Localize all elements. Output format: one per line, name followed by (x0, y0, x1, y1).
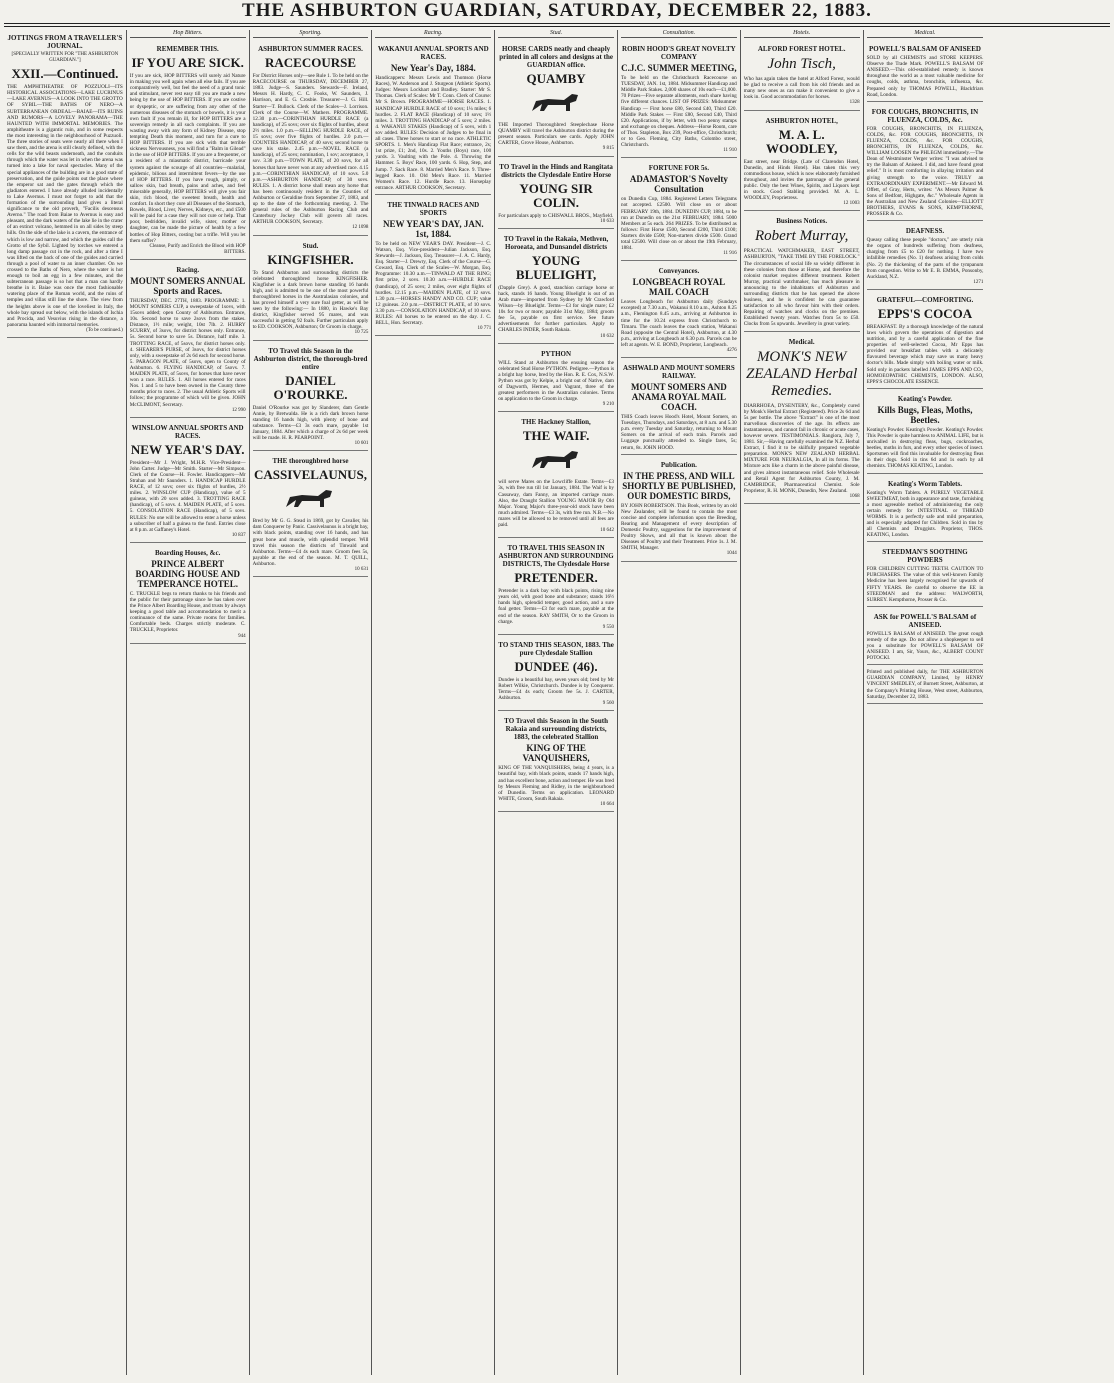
advertisement (867, 544, 984, 607)
advertisement (744, 213, 860, 331)
ad-title: ADAMASTOR'S Novelty Consultation (629, 174, 728, 195)
ad-title: KING OF THE VANQUISHERS, (522, 743, 590, 764)
column-header: Stud. (498, 30, 614, 38)
advertisement (498, 414, 614, 538)
ad-body: Keating's Powder. Keating's Powder. Keating's Powder. This Powder is quite harmless to ANIMAL LIFE, but is unrivalled in destroying fleas, bugs, cockroaches, beetles, moths in furs, and every other species of insect. Sportsmen will find this invaluable for destroying fleas in their dogs. Sold in tins 6d and 1s each by all chemists. THOMAS KEATING, London. (866, 426, 984, 470)
ad-body: THIS Coach leaves Hood's Hotel, Mount Somers, on Tuesdays, Thursdays, and Saturdays, at 8 a.m. and 5.30 p.m. every Tuesday and Saturday, returning to Mount Somers on the arrival of each train. Parcels and Luggage punctually attended to. Single fares, 5s; return, 8s. JOHN HOOD. (620, 414, 737, 451)
advertisement (498, 713, 614, 812)
ad-title: John Tisch, (767, 56, 836, 73)
advertisement (621, 263, 737, 358)
ad-title: KINGFISHER. (267, 251, 354, 267)
advertisement (744, 113, 860, 212)
ad-body: Keating's Worm Tablets. A PURELY VEGETABLE SWEETMEAT, both in appearance and taste, furnishing a most agreeable method of administering the only certain remedy for INTESTINAL or THREAD WORMS. It is a perfectly safe and mild preparation, and is especially adapted for Children. Sold in tins by all Chemists and Druggists. Proprietor, THOS. KEATING, London. (866, 489, 984, 539)
ad-body: Bred by Mr G. G. Stead in 1869, got by Cavalier, his dam Conquerer by Panic. Cassivelaunus is a bright bay, with black points, standing over 16 hands, and has great bone and muscle, with splendid temper. Will travel this season the districts of Tinwald and Ashburton. Terms—£4 4s each mare. Groom fees 5s, payable at the end of the season. M. T. QUILL, Ashburton. (252, 518, 369, 567)
ad-reference: 12 990 (231, 407, 246, 413)
column-2 (127, 30, 250, 1375)
ad-reference: 9 210 (602, 402, 614, 408)
ad-headline: ALFORD FOREST HOTEL. (757, 45, 846, 54)
ad-title: MOUNT SOMERS ANNUAL Sports and Races. (130, 275, 246, 296)
ad-headline: PYTHON (541, 349, 572, 358)
masthead-rule (4, 23, 1110, 24)
ad-body: Who has again taken the hotel at Alford Forest, would be glad to receive a call from his old friends and as many new ones as can make it convenient to give a look in. Good accommodation for horses. (743, 76, 860, 101)
column-4 (372, 30, 495, 1375)
advertisement (498, 41, 614, 156)
advertisement (130, 262, 246, 418)
ad-body: Printed and published daily, for THE ASHBURTON GUARDIAN COMPANY, Limited, by HENRY VINCENT SMEDLEY, of Burnett Street, Ashburton, at the Company's Printing House, West street, Ashburton, Saturday, December 22, 1883. (866, 669, 984, 700)
ad-title: XXII.—Continued. (11, 66, 119, 82)
ad-body: DIARRHOEA, DYSENTERY, &c., Completely cured by Monk's Herbal Extract (Registered). Price 2s 6d and 5s per bottle. The above "Extract" is one of the most marvellous discoveries of the age. Its effects are instantaneous, and cannot fail in chronic or acute cases, however severe. TESTIMONIALS. Rangiora, July 7, 1881. Sir,—Having carefully examined the N.Z. Herbal Extract, I find it to be skilfully prepared vegetable preparation. MONK'S NEW ZEALAND HERBAL MIXTURE FOR NEURALGIA, In all its forms. The Mixture acts like a charm in the above painful disease, and gives almost instantaneous relief. Sole Wholesale and Retail Agent for Ashburton County, J. M. CAMBRIDGE, Pharmaceutical Chemist. Sole Proprietor, R. H. MONK, Dunedin, New Zealand. (743, 402, 860, 494)
ad-title: MONK'S NEW ZEALAND Herbal Remedies. (746, 348, 858, 399)
advertisement (130, 545, 246, 644)
ad-body: PRACTICAL WATCHMAKER, EAST STREET, ASHBURTON, "TAKE TIME BY THE FORELOCK." The circumstances of social life so widely different in these colonies from those at Home, and therefore the colonist market requires different treatment. Robert Murray, practical watchmaker, has much pleasure in announcing to the inhabitants of Ashburton and surrounding districts that he has opened the above business, and he is confident he can guarantee satisfaction to all who favour him with their orders. Repairing of watches and clocks on the premises. Established twenty years. Watches from 5s to £50. Clocks from 5s upwards. Jewellery in great variety. (743, 248, 860, 328)
ad-headline: Keating's Powder. (897, 394, 953, 403)
ad-title: YOUNG SIR COLIN. (519, 180, 593, 210)
ad-headline: Racing. (176, 265, 200, 274)
ad-headline: TO TRAVEL THIS SEASON IN ASHBURTON AND SURROUNDING DISTRICTS, The Clydesdale Horse (498, 544, 614, 569)
ad-headline: ASHWALD AND MOUNT SOMERS RAILWAY. (623, 364, 735, 381)
ad-body: WILL Stand at Ashburton the ensuing season the celebrated Stud Horse PYTHON. Pedigree.—Python is a bright bay horse, bred by the Hon. R. E. Cox, N.S.W. Python was got by Kelpie, a bright out of Native, dam of Dagworth, Hermes, and Vagrant, three of the greatest performers in the Australian colonies. Terms on application to the Groom in charge. (498, 359, 614, 403)
ad-title: RACECOURSE (264, 55, 356, 71)
ad-headline: Keating's Worm Tablets. (887, 479, 962, 488)
column-3 (250, 30, 373, 1375)
advertisement (130, 41, 246, 260)
ad-reference: 11 910 (723, 148, 737, 154)
ad-reference: 944 (238, 633, 246, 639)
ad-subheadline: [SPECIALLY WRITTEN FOR "THE ASHBURTON GUARDIAN."] (11, 52, 119, 64)
ad-title: New Year's Day, 1884. (390, 63, 476, 74)
advertisement (621, 457, 737, 562)
newspaper-columns (4, 30, 1110, 1375)
ad-headline: TO Travel in the Hinds and Rangitata districts the Clydesdale Entire Horse (499, 162, 613, 179)
ad-headline: Stud. (302, 241, 319, 250)
ad-body: To be held on the Christchurch Racecourse on TUESDAY, JAN. 1st, 1884. Midsummer Handicap and Middle Park Stakes. 2,000 shares of 10s each—£1,000. 70 Prizes—Five separate allotments, each share having five different chances. LIST OF PRIZES: Midsummer Handicap — First horse £80, Second £40, Third £20. Middle Park Stakes — First £80, Second £40, Third £20. Applications, if by letter, with two penny stamps and exchange on cheques. Address—Horse Room, care of Thos. Stapleton, Box 239, Post-office, Christchurch; or to Geo. Fleming, City Baths, Colombo street, Christchurch. (620, 75, 737, 149)
ad-reference: 10 725 (354, 330, 369, 336)
advertisement (621, 41, 737, 158)
ad-body: President—Mr J. Wright, M.H.R. Vice-President—John Carter. Judge—Mr Smith. Starter—Mr Simpson. Clerk of the Course—H. Fowler. Handicappers—Mr Strahan and Mr Saunders. 1. HANDICAP HURDLE RACE, of 12 sovs; over six flights of hurdles, 2½ miles. 2. WINSLOW CUP (Handicap), value of 5 guineas, with 20 sovs added. 3. TROTTING RACE (handicap), of 5 sovs. 4. MAIDEN PLATE, of 5 sovs. 5. CONSOLATION RACE (Handicap), of 5 sovs. RULES: No one will be allowed to enter a horse unless a subscriber of half a guinea to the fund. Entries close at 8 p.m. at Gaffaney's Hotel. (129, 459, 246, 533)
ad-body: Handicappers: Messrs Lewis and Thomson (Horse Races), W. Anderson and J. Sturgeon (Athletic Sports). Judges: Messrs Lockhart and Bradley. Starter: Mr S. Thomas. Clerk of Scales: Mr T. Conn. Clerk of Course: Mr S. Brown. PROGRAMME—HORSE RACES. 1. HANDICAP HURDLE RACE of 10 sovs; 1¼ miles; 6 hurdles. 2. FLAT RACE (Handicap) of 10 sovs; 1½ miles. 3. TROTTING HANDICAP of 5 sovs; 2 miles. 4. WAKANUI STAKES (Handicap) of 5 sovs, with 1 sov added. RULES: Decision of Judges to be final in all cases. Three horses to start or no race. ATHLETIC SPORTS. 1. Men's Handicap Flat Race; entrance, 2s; 1st prize, £1; 2nd, 10s. 2. Youths (Boys) race, 100 yards. 3. Vaulting with the Pole. 4. Throwing the Hammer. 5. Boys' Race, 100 yards. 6. Hop, Step, and Jump. 7. Sack Race. 8. Married Men's Race. 9. Three-legged Race. 10. Old Men's Race. 11. Married Women's Race. 12. Hurdle Race. 13. Horseplay entrance. ARTHUR COOKSON, Secretary. (375, 75, 492, 191)
ad-body: FOR COUGHS, BRONCHITIS, IN FLUENZA, COLDS, &c. FOR COUGHS, BRONCHITIS, IN FLUENZA, COLDS, &c. FOR COUGHS, BRONCHITIS, IN FLUENZA, COLDS, &c. WILLIAM LOOSEN the PHLEGM immediately.—The Dean of Westminster Verger writes: "I was advised to try the Balsam of Aniseed. I did, and have found great relief." It is most comforting in allaying irritation and giving strength to the voice. TRULY an EXTRAORDINARY EXPERIMENT.—Mr Edward M. Offett, of Gray, Herts, writes: "As Messrs Palmer & Sons of Bedfont, Highgate, &c." Wholesale Agents in the Australian and New Zealand Colonies—ELLIOTT BROTHERS, EVANS & SONS, KEMPTHORNE, PROSSER & Co. (866, 125, 984, 218)
horse-illustration-icon (280, 485, 340, 515)
ad-title: QUAMBY (526, 71, 586, 87)
ad-headline: ASK for POWELL'S BALSAM of ANISEED. (873, 612, 977, 629)
ad-reference: 12 1098 (352, 225, 369, 231)
advertisement (498, 637, 614, 711)
ad-body: Pretender is a dark bay with black points, rising nine years old, with good bone and substance; stands 16½ hands high, splendid temper, good action, and a sure foal getter. Terms—£3 for each mare, payable at the end of the season. RAY SMITH, Or to the Groom in charge. (498, 588, 614, 625)
ad-title: C.J.C. SUMMER MEETING, (621, 63, 737, 74)
ad-headline: TO Travel in the Rakaia, Methven, Horoeata, and Dunsandel districts (503, 234, 609, 251)
ad-reference: 9 550 (602, 624, 614, 630)
advertisement (253, 343, 369, 452)
ad-title: NEW YEAR'S DAY, JAN. 1st, 1884. (382, 218, 484, 239)
masthead-rule-thin (4, 26, 1110, 27)
ad-title: EPPS'S COCOA (877, 305, 973, 321)
ad-title: NEW YEAR'S DAY. (130, 441, 245, 457)
ad-title: Robert Murray, (755, 228, 849, 245)
ad-reference: 10 642 (600, 528, 614, 534)
ad-title: PRETENDER. (514, 570, 598, 586)
ad-headline: TO STAND THIS SEASON, 1883. The pure Clydesdale Stallion (498, 640, 614, 657)
advertisement (867, 223, 984, 290)
advertisement (498, 540, 614, 635)
column-7 (741, 30, 864, 1375)
ad-reference: 10 664 (600, 801, 614, 807)
ad-body: To be held on NEW YEAR'S DAY. President—J. C. Watson, Esq. Vice-president—Julian Jackson, Esq. Stewards—J. Jackson, Esq. Treasurer—J. A. C. Hardy, Esq. Starter—J. Drewry, Esq. Clerk of the Course—G. Coward, Esq. Clerk of the Scales—W. Morgan, Esq. Programme: 10.30 a.m.—TINWALD AT THE RING; first prize, 2 sovs. 10.30 a.m.—HURDLE RACE (handicap), of 25 sovs; 2 miles, over eight flights of hurdles. 12.15 p.m.—MAIDEN PLATE, of 12 sovs. 1.30 p.m.—HORSES HANDY AND CO. CUP; value 12 guineas. 2.0 p.m.—DISTRICT PLATE, of 10 sovs. 3.30 p.m.—CONSOLATION HANDICAP, of 10 sovs. RULES: All horses to be entered on the day. J. C. BELL, Hon. Secretary. (375, 240, 492, 327)
ad-headline: Business Notices. (776, 217, 828, 226)
horse-illustration-icon (526, 446, 586, 476)
advertisement (498, 346, 614, 413)
advertisement (867, 476, 984, 543)
advertisement (744, 41, 860, 110)
ad-headline: DEAFNESS. (905, 227, 945, 236)
advertisement (867, 667, 984, 703)
ad-reference: 10 631 (354, 566, 369, 572)
ad-title: YOUNG BLUELIGHT, (515, 252, 597, 282)
ad-reference: (To be continued.) (86, 327, 123, 333)
ad-headline: THE Hackney Stallion, (521, 418, 591, 427)
advertisement (621, 360, 737, 455)
column-5 (495, 30, 618, 1375)
advertisement (867, 292, 984, 389)
ad-body: THE Imported Thoroughbred Steeplechase Horse QUAMBY will travel the Ashburton district during the present season. Particulars see cards. Apply JOHN CARTER, Grove House, Ashburton. (498, 122, 614, 147)
ad-headline: ROBIN HOOD'S GREAT NOVELTY COMPANY (622, 45, 736, 62)
ad-headline: TO Travel this Season in the South Rakaia and surrounding districts, 1883, the celebrated Stallion (504, 717, 609, 742)
column-header: Sporting. (253, 30, 369, 38)
ad-headline: ASHBURTON HOTEL, (765, 116, 838, 125)
ad-body: Daniel O'Rourke was got by Slanderer, dam Gentle Annie, by Bretwalda. He is a rich dark brown horse standing 16 hands high, with plenty of bone and substance. Terms—£3 3s each mare, payable 1st January, 1884. After which a charge of 2s 6d per week will be made. H. R. PEARPOINT. (252, 404, 369, 442)
ad-headline: FORTUNE FOR 5s. (648, 164, 709, 173)
column-header: Racing. (375, 30, 491, 38)
ad-body: C. TRUCKLE begs to return thanks to his friends and the public for their patronage since he has taken over the Prince Albert Boarding House, and trusts by always keeping a good table and accommodation to merit a continuance of the same. Private rooms for families. Comfortable beds. Charges strictly moderate. C. TRUCKLE, Proprietor. (129, 590, 246, 634)
advertisement (867, 391, 984, 474)
column-6 (618, 30, 741, 1375)
advertisement (375, 41, 491, 195)
ad-headline: TO Travel this Season in the Ashburton district, the thorough-bred entire (253, 346, 368, 371)
column-header: Hop Bitters. (130, 30, 246, 38)
ad-reference: 4276 (726, 348, 737, 353)
advertisement (7, 30, 123, 338)
ad-body: To Stand Ashburton and surrounding districts the celebrated thoroughbred horse KINGFISHER. Kingfisher is a dark brown horse standing 16 hands high, and is admitted to be one of the most powerful thoroughbred horses in the Australasian colonies, and has proved himself a very sure foal getter, as will be seen by the following:— In 1880, in Hawke's Bay district, Kingfisher served 95 mares, and was successful in getting 92 foals. Further particulars apply to ED. COOKSON, Ashburton; Or Groom in charge. (252, 269, 369, 331)
ad-reference: Cleanse, Purify and Enrich the Blood with HOP BITTERS. (149, 243, 246, 255)
advertisement (375, 197, 491, 336)
ad-headline: Boarding Houses, &c. (155, 548, 221, 557)
ad-title: IN THE PRESS, AND WILL SHORTLY BE PUBLISHED, OUR DOMESTIC BIRDS, (622, 470, 736, 501)
ad-reference: 11 916 (723, 251, 737, 257)
column-8 (864, 30, 987, 1375)
column-1 (4, 30, 127, 1375)
ad-title: DANIEL O'ROURKE. (273, 372, 348, 402)
advertisement (621, 160, 737, 261)
ad-reference: 1068 (849, 493, 860, 499)
ad-reference: 9 560 (602, 701, 614, 707)
ad-headline: HORSE CARDS neatly and cheaply printed in all colors and designs at the GUARDIAN office. (499, 45, 613, 70)
ad-headline: REMEMBER THIS. (156, 45, 219, 54)
ad-title: PRINCE ALBERT BOARDING HOUSE AND TEMPERANCE HOTEL. (135, 558, 240, 589)
ad-title: MOUNT SOMERS AND ANAMA ROYAL MAIL COACH. (630, 382, 727, 413)
ad-headline: POWELL'S BALSAM OF ANISEED (868, 45, 981, 54)
masthead: THE ASHBURTON GUARDIAN, SATURDAY, DECEMBER 22, 1883. (242, 0, 872, 21)
column-header: Consultation. (621, 30, 737, 38)
ad-reference: 1044 (726, 551, 737, 557)
ad-body: Dundee is a beautiful bay, seven years old; bred by Mr Robert Wilkie, Christchurch. Dundee is by Conqueror. Terms—£4 4s each; Groom fee 5s. J. CARTER, Ashburton. (498, 676, 614, 702)
ad-headline: ASHBURTON SUMMER RACES. (258, 45, 363, 54)
ad-reference: 10 633 (600, 218, 614, 224)
ad-body: KING OF THE VANQUISHERS, being 4 years, is a beautiful bay, with black points, stands 17 hands high, and has excellent bone, action and temper. He was bred by Messrs Fleming and Ridley, in the neighbourhood of Dunedin. Terms on application. LEONARD WHITE, Groom, South Rakaia. (498, 765, 614, 802)
ad-body: SOLD by all CHEMISTS and STORE KEEPERS. Observe the Trade Mark. POWELL'S BALSAM OF ANISEED.—This old-established remedy is known throughout the world as a most valuable medicine for coughs, colds, asthma, bronchitis, influenza, &c. Prepared only by THOMAS POWELL, Blackfriars Road, London. (866, 55, 984, 98)
ad-body: on Dunedin Cup, 1884. Registered Letters Telegrams not accepted. £2500. Will close on or about FEBRUARY 19th, 1884. DUNEDIN CUP, 1884, to be run at Dunedin on the 21st FEBRUARY, 1884. 5000 Members at 5s each. 264 PRIZES. To be distributed as follows: First Horse £500, Second £200, Third £100; Starters divide £500; Non-starters divide £500. Grand total £2500. Will close on or about the 19th February, 1884. (620, 196, 737, 252)
advertisement (253, 453, 369, 577)
advertisement (253, 41, 369, 235)
ad-headline: Conveyances. (658, 267, 700, 276)
ad-body: If you are sick, HOP BITTERS will surely aid Nature in making you well again when all else fails. If you are comparatively well, but feel the need of a grand tonic and stimulant, never rest easy till you are made a new being by the use of HOP BITTERS. If you are costive or dyspeptic, or are suffering from any other of the numerous diseases of the stomach or bowels, it is your own fault if you remain ill, for HOP BITTERS are a sovereign remedy in all such complaints. If you are wasting away with any form of Kidney Disease, stop tempting Death this moment, and turn for a cure to HOP BITTERS. If you are sick with that terrible sickness Nervousness, you will find a "Balm in Gilead" in the use of HOP BITTERS. If you are a frequenter, or a resident of a miasmatic district, barricade your system against the scourge of all countries—malarial, epidemic, bilious and intermittent fevers—by the use of HOP BITTERS. If you have rough, pimply, or sallow skin, bad breath, pains and aches, and feel miserable generally, HOP BITTERS will give you fair skin, rich blood, the sweetest breath, health and comfort. In short they cure all Diseases of the Stomach, Bowels, Blood, Liver, Nerves, Kidneys, etc., and £500 will be paid for a case they will not cure or help. That poor, bedridden, invalid wife, sister, mother or daughter, can be made the picture of health by a few bottles of Hop Bitters, costing but a trifle. Will you let them suffer? (129, 73, 246, 244)
ad-body: will serve Mares on the Lowcliffe Estate. Terms—£3 3s, with free run till 1st January, 1884. The Waif is by Cassaway, dam Fanny, an imported carriage mare. Also, the Draught Stallion YOUNG MAJOR By Old Major. Young Major's three-year-old stock have been much admired. Terms—£3 3s, with free run. N.B.—No mares will be allowed to be removed until all fees are paid. (498, 479, 614, 528)
ad-headline: STEEDMAN'S SOOTHING POWDERS (882, 548, 968, 565)
ad-reference: 10 771 (477, 326, 492, 332)
ad-headline: GRATEFUL—COMFORTING. (876, 295, 974, 304)
ad-headline: THE TINWALD RACES AND SPORTS (387, 200, 480, 217)
advertisement (867, 609, 984, 665)
ad-reference: 1328 (849, 100, 860, 106)
column-header: Medical. (867, 30, 984, 38)
ad-body: East street, near Bridge. (Late of Clarendon Hotel, Dunedin, and Hinds Hotel). Has taken this very commodious house, which is now elaborately furnished throughout, and invites the patronage of the general public. Only the best Wines, Spirits, and Liquors kept in stock. Good Stabling provided. M. A. L. WOODLEY, Proprietress. (743, 158, 860, 202)
ad-reference: 10 601 (354, 441, 369, 447)
ad-headline: THE thoroughbred horse (272, 457, 349, 466)
ad-body: Queasy calling these people "doctors," are utterly ruin the organs of hundreds suffering from deafness, charging from £5 to £20 for nothing. I have two infallible remedies (No. 1) deafness arising from colds (No. 2) the thickening of the parts of the tympanum from congestion. Write to Mr E. B. EMMA, Ponsonby, Auckland, N.Z. (866, 237, 984, 280)
ad-reference: 9 815 (602, 146, 614, 152)
ad-body: For District Horses only—see Rule 1. To be held on the RACECOURSE on THURSDAY, DECEMBER 27, 1883. Judge—S. Saunders. Stewards—F. Ireland, Messrs H. Hardy, C. C. Fooks, W. Saunders, J. Harrison, and E. G. Crosbie. Treasurer—J. G. Hill. Starter—T. Bullock. Clerk of the Scales—J. Lorrison. Clerk of the Course—W. Mathers. PROGRAMME. 12.30 p.m.—CORINTHIAN HURDLE RACE (a handicap), of 25 sovs; over six flights of hurdles, about 2½ miles. 1.0 p.m.—SELLING HURDLE RACE, of 15 sovs; over five flights of hurdles. 2.0 p.m.—COUNTIES HANDICAP, of 40 sovs; second horse to save his stake. 2.45 p.m.—NOVEL RACE (a handicap), of 25 sovs; nomination, 1 sov; acceptance, 1 sov. 3.30 p.m.—TOWN PLATE, of 20 sovs, for all horses that have never won at any advertised race. 4.15 p.m.—CORINTHIAN HANDICAP, of 10 sovs. 5.0 p.m.—ASHBURTON HANDICAP, of 30 sovs. RULES. 1. A district horse shall mean any horse that has been continuously resident in the Counties of Ashburton or Geraldine from September 27, 1883, and up to the date of the forthcoming meeting. 2. The general rules of the Ashburton Racing Club and Canterbury Jockey Club will govern all races. ARTHUR COOKSON, Secretary. (252, 73, 369, 226)
ad-headline: Medical. (788, 337, 815, 346)
ad-body: FOR CHILDREN CUTTING TEETH. CAUTION TO PURCHASERS. The value of this well-known Family Medicine has been largely recognised for upwards of FIFTY YEARS. Be careful to observe the EE in STEEDMAN and the address: WALWORTH, SURREY. Kempthorne, Prosser & Co. (866, 566, 984, 603)
ad-title: LONGBEACH ROYAL MAIL COACH (632, 277, 726, 298)
ad-headline: WINSLOW ANNUAL SPORTS AND RACES. (131, 423, 244, 440)
ad-headline: WAKANUI ANNUAL SPORTS AND RACES. (377, 45, 489, 62)
advertisement (867, 41, 984, 102)
horse-illustration-icon (526, 89, 586, 119)
ad-reference: 10 632 (600, 333, 614, 339)
ad-headline: FOR COUGHS, BRONCHITIS, IN FLUENZA, COLDS, &c. (871, 107, 979, 124)
ad-title: THE WAIF. (522, 428, 590, 444)
ad-body: (Dapple Grey). A good, stanchion carriage horse or hack, stands 16 hands. Young Bluelight is out of an Arab mare—imported from Sydney by Mr Crawford Wilson—by Bluelight. Terms—£3 for single mare; £2 10s for two or more; payable 31st May, 1884; groom fee 5s, payable on first service. See future advertisements for further particulars. Apply to CHARLES INDER, South Rakaia. (498, 284, 614, 334)
ad-body: For particulars apply to CHISWALL BROS., Mayfield. (498, 212, 614, 219)
column-header: Hotels. (744, 30, 860, 38)
ad-body: BREAKFAST. By a thorough knowledge of the natural laws which govern the operations of digestion and nutrition, and by a careful application of the fine properties of well-selected Cocoa, Mr Epps has provided our breakfast tables with a delicately flavoured beverage which may save us many heavy doctor's bills. Made simply with boiling water or milk. Sold only in packets labelled JAMES EPPS AND CO., HOMOEOPATHIC CHEMISTS, LONDON. ALSO, EPPS'S CHOCOLATE ESSENCE. (866, 323, 984, 385)
advertisement (253, 238, 369, 341)
ad-reference: 12 1003 (843, 201, 860, 207)
ad-body: POWELL'S BALSAM of ANISEED. The great cough remedy of the age. Do not allow a shopkeeper to sell you a substitute for POWELL'S BALSAM OF ANISEED. I am, Sir, Yours, &c., ALBERT COUNT POTOCKI. (866, 630, 984, 662)
advertisement (498, 159, 614, 229)
ad-title: M. A. L. WOODLEY, (765, 126, 838, 156)
advertisement (744, 334, 860, 505)
advertisement (867, 104, 984, 221)
ad-reference: 10 837 (231, 532, 246, 538)
ad-title: IF YOU ARE SICK. (131, 55, 244, 71)
ad-body: THURSDAY, DEC. 27TH, 1883. PROGRAMME: 1. MOUNT SOMERS CUP, a sweepstake of 1sovs, with 15sovs added; open County of Ashburton. Entrance, 10s. Second horse to save 2sovs from the stakes. Distance, 1½ mile; weight, 10st 7lb. 2. HURRY SCURRY, of 3sovs, for district horses only. Entrance, 5s. Second horse to save 5s. Distance, half mile. 3. TROTTING RACE, of 5sovs, for district horses only. 4. SHEARER'S PURSE, of 3sovs, for district horses only, with a sweepstake of 2s 6d each for second horse. 5. PARAGON PLATE, of 5sovs, open to County of Ashburton. 6. FLYING HANDICAP, of 5sovs. 7. MAIDEN PLATE, of 5sovs, for horses that have never won a race. RULES. 1. All horses entered for races Nos. 1 and 5 to have been owned in the County three months prior to races. 2. The usual Athletic Sports will follow; the programme of which will be given. JOHN McCLIMONT, Secretary. (129, 297, 246, 408)
ad-title: CASSIVELAUNUS, (253, 467, 368, 483)
ad-title: Kills Bugs, Fleas, Moths, Beetles. (877, 404, 973, 425)
ad-body: Leaves Longbeach for Ashburton daily (Sundays excepted) at 7.30 a.m., Wakanui 8.10 a.m., Ashton 8.25 a.m., Flemington 8.45 a.m., arriving at Ashburton in time for the 10.24 express from Christchurch to Timaru. The coach leaves the coach station, Wakanui Road (opposite the Central Hotel), Ashburton, at 4.30 p.m., arriving at Longbeach at 6.30 p.m. Parcels can be left at agents. W. E. BOND, Proprietor, Longbeach. (620, 299, 737, 348)
ad-body: BY JOHN ROBERTSON. This Book, written by an old New Zealander, will be found to contain the most concise and complete information upon the Breeding, Rearing and Management of every description of Domestic Poultry, suggestions for the improvement of Poultry Shows, and all that is known about the Diseases of Poultry and their Treatment. Price 1s. J. M. SMITH, Manager. (620, 502, 737, 552)
advertisement (130, 420, 246, 543)
ad-headline: Publication. (660, 460, 697, 469)
ad-title: DUNDEE (46). (514, 658, 598, 674)
advertisement (498, 231, 614, 344)
ad-body: THE AMPHITHEATRE OF POZZUOLI—ITS HISTORICAL ASSOCIATIONS—LAKE LUCRINUS—LAKE AVERNUS—A LOOK INTO THE GROTTO OF SYBIL—THE BATHS OF NERO—A SUBTERRANEAN ORDEAL—BAIAE—ITS RUINS AND RUMORS—A LOVELY PANORAMA—THE HAUNTED WITH IMMORTAL MEMORIES. The amphitheatre is a gigantic ruin, and in some respects the most interesting in the neighbourhood of Puzzuoli. The three stories of seats were nearly all there when I saw them, and the arena is still clearly defined, with the cells for the wild beasts underneath, and the conduits through which the water was let in when the arena was turned into a lake for naval spectacles. Many of the special appliances of the building are in a good state of preservation, and the guide points out the place where the emperor sat and the gates through which the gladiators entered. I have already alluded incidentally to Lake Avernus. I must not forget to add that the formation of the surrounding land gives a literal significance to the old proverb, "Facilis descensus Averno." The road from Baiae to Avernus is easy and pleasant, and the dark waters of the lake lie in the crater of an extinct volcano, hemmed in on all sides by steep hills. On the side of the lake is a cavern, the entrance of which is low and narrow, and which the guides call the Grotto of the Sybil. Lighted by torches we entered a long damp passage cut in the rock, and after a time I was lifted on the back of one of the guides and carried through a pool of water to an inner chamber. On we crossed to the Baths of Nero, where the water is hot enough to boil an egg in a few minutes, and the subterranean passage is so hot that a man can hardly breathe in it. Baiae was once the most fashionable watering place of the Roman world, and the ruins of temples and villas still line the shore. The view from the heights above is one of the loveliest in Italy, the whole bay spread out below, with the islands of Ischia and Procida, and Vesuvius rising in the distance, a panorama haunted with immortal memories. (7, 84, 123, 328)
ad-headline: JOTTINGS FROM A TRAVELLER'S JOURNAL. (7, 34, 123, 50)
ad-reference: 1271 (973, 279, 984, 285)
